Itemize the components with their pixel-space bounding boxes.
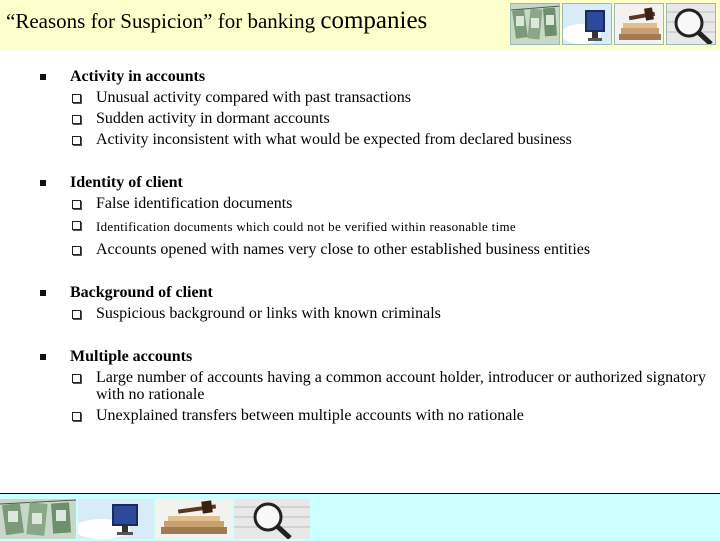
- sub-bullet-item: [0, 87, 720, 108]
- sub-bullet-item: [0, 367, 720, 405]
- bullet-heading: Activity in accounts: [70, 68, 206, 85]
- monitor-icon: [78, 499, 154, 539]
- checkbox-bullet-icon: [72, 412, 81, 421]
- bullet-section: [0, 172, 720, 193]
- sub-bullet-text: Unexplained transfers between multiple accounts with no rationale: [96, 407, 524, 424]
- bullet-section: [0, 346, 720, 367]
- sub-bullet-text: Unusual activity compared with past transactions: [96, 89, 412, 106]
- sub-bullet-text: Identification documents which could not be verified within reasonable time: [96, 219, 516, 234]
- gavel-books-icon: [156, 499, 232, 539]
- square-bullet-icon: [40, 354, 46, 360]
- bullet-section: [0, 282, 720, 303]
- checkbox-bullet-icon: [72, 221, 81, 230]
- checkbox-bullet-icon: [72, 200, 81, 209]
- sub-bullet-item: [0, 405, 720, 426]
- section-gap: [0, 324, 720, 346]
- square-bullet-icon: [40, 290, 46, 296]
- header-images: [510, 3, 720, 45]
- bullet-heading: Background of client: [70, 284, 213, 301]
- magnifier-icon: [234, 499, 310, 539]
- bullet-heading: Identity of client: [70, 174, 183, 191]
- bullet-section: [0, 66, 720, 87]
- money-icon: [510, 3, 560, 45]
- sub-bullet-item: [0, 214, 720, 239]
- sub-bullet-text: Activity inconsistent with what would be expected from declared business: [96, 131, 572, 148]
- sub-bullet-item: [0, 193, 720, 214]
- checkbox-bullet-icon: [72, 374, 81, 383]
- sub-bullet-item: [0, 303, 720, 324]
- magnifier-icon: [666, 3, 716, 45]
- checkbox-bullet-icon: [72, 94, 81, 103]
- sub-bullet-item: [0, 129, 720, 150]
- title-text: “Reasons for Suspicion” for banking: [6, 9, 321, 33]
- sub-bullet-text: Accounts opened with names very close to other established business entities: [96, 241, 591, 258]
- sub-bullet-text: Large number of accounts having a common account holder, introducer or authorized signatory with no rationale: [96, 369, 706, 403]
- sub-bullet-text: Suspicious background or links with known criminals: [96, 305, 441, 322]
- checkbox-bullet-icon: [72, 310, 81, 319]
- checkbox-bullet-icon: [72, 115, 81, 124]
- footer-images: [0, 499, 310, 539]
- section-gap: [0, 260, 720, 282]
- footer-bar: [0, 493, 720, 541]
- gavel-books-icon: [614, 3, 664, 45]
- sub-bullet-text: False identification documents: [96, 195, 293, 212]
- section-gap: [0, 150, 720, 172]
- title-text-large: companies: [320, 7, 428, 34]
- slide-title: [6, 7, 427, 35]
- checkbox-bullet-icon: [72, 136, 81, 145]
- square-bullet-icon: [40, 74, 46, 80]
- sub-bullet-item: [0, 239, 720, 260]
- money-icon: [0, 499, 76, 539]
- bullet-heading: Multiple accounts: [70, 348, 193, 365]
- sub-bullet-item: [0, 108, 720, 129]
- sub-bullet-text: Sudden activity in dormant accounts: [96, 110, 330, 127]
- title-bar: [0, 0, 720, 50]
- monitor-icon: [562, 3, 612, 45]
- square-bullet-icon: [40, 180, 46, 186]
- bullet-list: [0, 66, 720, 426]
- checkbox-bullet-icon: [72, 246, 81, 255]
